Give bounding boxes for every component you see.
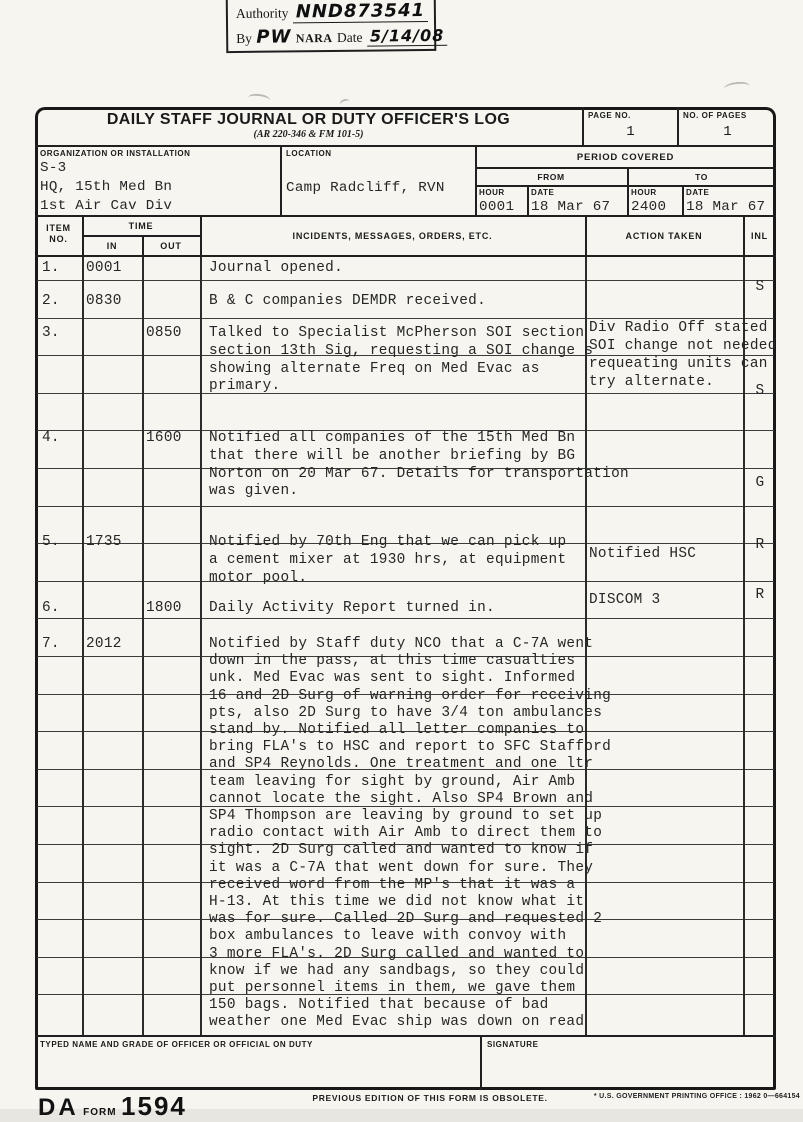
gpo-note: * U.S. GOVERNMENT PRINTING OFFICE : 1962 0—664154: [593, 1093, 800, 1100]
entry-text-line: Daily Activity Report turned in.: [209, 600, 495, 616]
entry-time-in: 2012: [86, 636, 122, 652]
to-hour-label: HOUR: [631, 188, 657, 197]
entry-text-line: 150 bags. Notified that because of bad: [209, 997, 549, 1014]
entry-time-in: 1735: [86, 534, 122, 550]
organization-label: ORGANIZATION OR INSTALLATION: [40, 149, 191, 158]
organization-line: HQ, 15th Med Bn: [40, 179, 173, 195]
column-header-item-no: [35, 223, 82, 245]
entry-item-no: 6.: [42, 600, 60, 616]
entry-action-line: requeating units can: [589, 356, 768, 372]
entry-text-line: down in the pass, at this time casualties: [209, 653, 576, 670]
stamp-by-line: [236, 24, 445, 51]
signature-label: SIGNATURE: [487, 1040, 539, 1049]
page-no-label: PAGE NO.: [588, 111, 631, 120]
entry-text-line: received word from the MP's that it was a: [209, 876, 576, 893]
from-hour-cell: [479, 188, 514, 217]
stamp-authority-line: [236, 0, 426, 26]
entry-text-line: 3 more FLA's. 2D Surg called and wanted to: [209, 945, 585, 962]
entry-action-line: Notified HSC: [589, 546, 697, 562]
location-label: LOCATION: [286, 149, 332, 158]
entry-text-line: stand by. Notified all letter companies to: [209, 722, 585, 738]
column-header-action-taken: ACTION TAKEN: [625, 231, 703, 241]
column-header-inl: INL: [751, 231, 768, 241]
entry-text-line: box ambulances to leave with convoy with: [209, 928, 567, 945]
entry-inl: R: [755, 537, 765, 553]
obsolete-note: PREVIOUS EDITION OF THIS FORM IS OBSOLETE.: [312, 1093, 548, 1103]
journal-column-line: [743, 257, 745, 1035]
no-of-pages-label: NO. OF PAGES: [683, 111, 747, 120]
journal-column-line: [200, 257, 202, 1035]
archival-stamp: [226, 0, 445, 53]
entry-text-line: SP4 Thompson are leaving by ground to set up: [209, 808, 603, 824]
entry-text-line: section 13th Sig, requesting a SOI change s: [209, 342, 594, 359]
form-word: FORM: [83, 1107, 117, 1118]
to-hour-cell: [631, 188, 666, 217]
divider: [480, 1035, 482, 1090]
entry-action-line: SOI change not needed: [589, 338, 777, 354]
entry-text-line: it was a C-7A that went down for sure. They: [209, 859, 594, 876]
divider: [682, 185, 684, 215]
item-label-line: ITEM: [46, 223, 71, 233]
stamp-date-label: Date: [336, 29, 363, 45]
column-header-time: TIME: [128, 221, 154, 231]
period-to-label: TO: [695, 172, 708, 182]
divider: [677, 107, 679, 145]
entry-text-line: know if we had any sandbags, so they could: [209, 962, 585, 979]
entry-time-in: 0830: [86, 293, 122, 309]
entry-text-line: and SP4 Reynolds. One treatment and one ltr: [209, 756, 594, 773]
form-number: 1594: [121, 1091, 187, 1121]
entry-text-line: pts, also 2D Surg to have 3/4 ton ambulances: [209, 704, 603, 721]
stamp-authority-value: NND873541: [293, 0, 428, 23]
journal-rule-line: [37, 393, 774, 394]
stamp-nara-label: NARA: [295, 30, 333, 46]
entry-text-line: Notified by Staff duty NCO that a C-7A went: [209, 636, 594, 652]
entry-text-line: B & C companies DEMDR received.: [209, 293, 487, 309]
organization-line: 1st Air Cav Div: [40, 198, 173, 214]
entry-text-line: primary.: [209, 378, 281, 395]
location-value: Camp Radcliff, RVN: [286, 180, 445, 196]
entry-item-no: 4.: [42, 430, 60, 446]
entry-text-line: was for sure. Called 2D Surg and requested 2: [209, 911, 603, 928]
entry-text-line: H-13. At this time we did not know what it: [209, 894, 585, 910]
entry-text-line: team leaving for sight by ground, Air Amb: [209, 773, 576, 790]
entry-text-line: motor pool.: [209, 569, 308, 586]
from-date-label: DATE: [531, 188, 555, 197]
entry-text-line: Talked to Specialist McPherson SOI section: [209, 325, 585, 341]
to-date-label: DATE: [686, 188, 710, 197]
journal-rule-line: [37, 280, 774, 281]
entry-text-line: radio contact with Air Amb to direct them to: [209, 825, 603, 842]
divider: [35, 255, 776, 257]
divider: [475, 185, 776, 187]
entry-text-line: a cement mixer at 1930 hrs, at equipment: [209, 551, 567, 568]
from-hour-value: 0001: [479, 199, 515, 215]
to-date-value: 18 Mar 67: [686, 199, 766, 215]
entry-item-no: 2.: [42, 293, 60, 309]
form-title: DAILY STAFF JOURNAL OR DUTY OFFICER'S LOG: [106, 111, 511, 128]
from-hour-label: HOUR: [479, 188, 505, 197]
entry-item-no: 5.: [42, 534, 60, 550]
entry-time-in: 0001: [86, 260, 122, 276]
da-label: DA: [38, 1094, 79, 1121]
entry-text-line: Norton on 20 Mar 67. Details for transportation: [209, 465, 629, 482]
organization-line: S-3: [40, 160, 67, 176]
stamp-authority-label: Authority: [235, 5, 289, 21]
entry-text-line: put personnel items in them, we gave them: [209, 980, 576, 996]
no-of-pages-cell: [683, 111, 772, 140]
stamp-by-initials: PW: [256, 26, 292, 48]
organization-cell: [40, 149, 275, 216]
divider: [35, 1035, 776, 1037]
entry-inl: R: [755, 587, 765, 603]
entry-time-out: 1800: [146, 600, 182, 616]
entry-item-no: 3.: [42, 325, 60, 341]
entry-action-line: DISCOM 3: [589, 592, 661, 608]
column-header-incidents: INCIDENTS, MESSAGES, ORDERS, ETC.: [292, 231, 493, 241]
to-date-cell: [686, 188, 765, 217]
scan-artifact: [247, 93, 270, 106]
typed-name-label: TYPED NAME AND GRADE OF OFFICER OR OFFICIAL ON DUTY: [40, 1040, 313, 1049]
divider: [35, 145, 776, 147]
entry-text-line: showing alternate Freq on Med Evac as: [209, 360, 540, 377]
period-from-label: FROM: [537, 172, 565, 182]
entry-item-no: 1.: [42, 260, 60, 276]
journal-column-line: [142, 257, 144, 1035]
no-of-pages-value: 1: [723, 124, 732, 140]
entry-text-line: bring FLA's to HSC and report to SFC Stafford: [209, 739, 612, 756]
journal-rule-line: [37, 318, 774, 319]
page-no-value: 1: [626, 124, 635, 140]
entry-time-out: 0850: [146, 325, 182, 341]
divider: [475, 167, 776, 169]
scan-artifact: [723, 81, 750, 95]
entry-text-line: sight. 2D Surg called and wanted to know if: [209, 842, 594, 859]
entry-action-line: Div Radio Off stated: [589, 320, 768, 336]
item-label-line: NO.: [49, 234, 68, 244]
divider: [527, 185, 529, 215]
journal-rule-line: [37, 618, 774, 619]
column-header-out: OUT: [160, 241, 182, 251]
column-header-in: IN: [106, 241, 118, 251]
entry-time-out: 1600: [146, 430, 182, 446]
divider: [82, 235, 200, 237]
entry-text-line: that there will be another briefing by BG: [209, 447, 576, 464]
location-cell: [286, 149, 471, 198]
from-date-value: 18 Mar 67: [531, 199, 611, 215]
entry-text-line: cannot locate the sight. Also SP4 Brown and: [209, 790, 594, 807]
divider: [280, 145, 282, 215]
divider: [582, 107, 584, 145]
journal-rule-line: [37, 581, 774, 582]
stamp-by-label: By: [236, 30, 253, 46]
from-date-cell: [531, 188, 610, 217]
entry-text-line: was given.: [209, 483, 299, 500]
entry-item-no: 7.: [42, 636, 60, 652]
entry-text-line: Notified all companies of the 15th Med Bn: [209, 430, 576, 446]
stamp-date-value: 5/14/08: [367, 26, 448, 47]
entry-inl: S: [755, 279, 765, 295]
period-covered-label: PERIOD COVERED: [576, 152, 675, 163]
journal-column-line: [82, 257, 84, 1035]
entry-text-line: Journal opened.: [209, 260, 344, 276]
form-title-block: [35, 111, 582, 141]
entry-text-line: 16 and 2D Surg of warning order for receiving: [209, 687, 612, 704]
entry-inl: G: [755, 475, 765, 491]
page-no-cell: [588, 111, 673, 140]
entry-action-line: try alternate.: [589, 374, 715, 390]
da-form-number: [38, 1091, 187, 1122]
entry-inl: S: [755, 383, 765, 399]
entry-text-line: weather one Med Evac ship was down on read: [209, 1014, 585, 1031]
journal-rule-line: [37, 506, 774, 507]
entry-text-line: Notified by 70th Eng that we can pick up: [209, 534, 567, 550]
form-subtitle: (AR 220-346 & FM 101-5): [253, 129, 364, 140]
entry-text-line: unk. Med Evac was sent to sight. Informed: [209, 670, 576, 687]
to-hour-value: 2400: [631, 199, 667, 215]
